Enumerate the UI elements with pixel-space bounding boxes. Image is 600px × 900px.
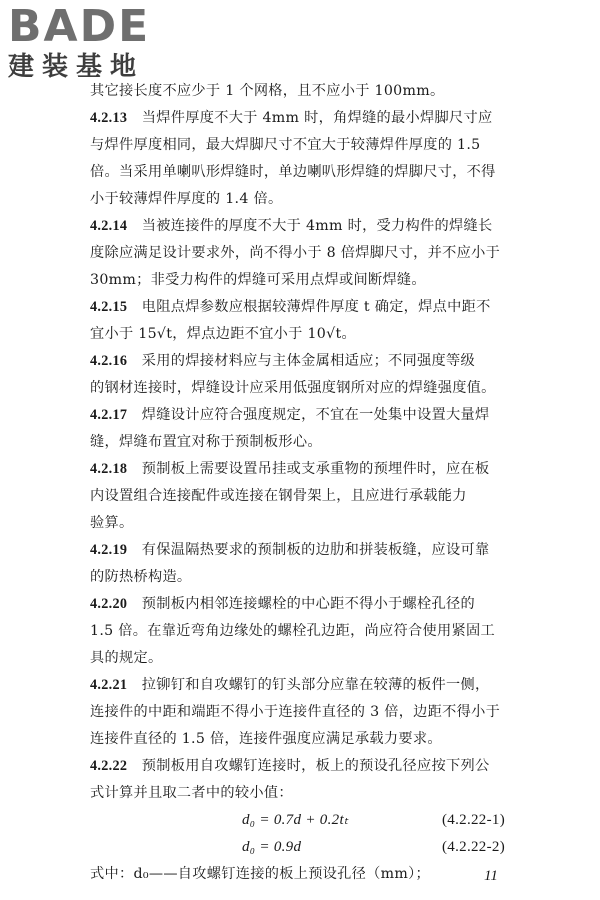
text-line: 内设置组合连接配件或连接在钢骨架上，且应进行承载能力 — [90, 488, 467, 504]
text-line: 4.2.16 采用的焊接材料应与主体金属相适应；不同强度等级 — [90, 353, 475, 369]
formula-row — [90, 807, 530, 834]
text-line: 小于较薄焊件厚度的 1.4 倍。 — [90, 191, 283, 207]
text-line: 验算。 — [90, 515, 134, 531]
formula-row — [90, 834, 530, 861]
text-line: 4.2.18 预制板上需要设置吊挂或支承重物的预埋件时，应在板 — [90, 461, 490, 477]
clause-number: 4.2.13 — [90, 110, 128, 126]
clause-number: 4.2.21 — [90, 677, 128, 693]
formula-expression: d₀ = 0.9d — [242, 839, 302, 855]
text-line: 的防热桥构造。 — [90, 569, 192, 585]
text-line: 连接件直径的 1.5 倍，连接件强度应满足承载力要求。 — [90, 731, 442, 747]
clause-number: 4.2.17 — [90, 407, 128, 423]
text-line: 具的规定。 — [90, 650, 163, 666]
formula-number: (4.2.22-2) — [442, 839, 505, 855]
text-line: 1.5 倍。在靠近弯角边缘处的螺栓孔边距，尚应符合使用紧固工 — [90, 623, 495, 639]
text-line: 4.2.19 有保温隔热要求的预制板的边肋和拼装板缝，应设可靠 — [90, 542, 490, 558]
text-line: 宜小于 15√t，焊点边距不宜小于 10√t。 — [90, 326, 356, 342]
text-line: 式计算并且取二者中的较小值： — [90, 785, 293, 801]
text-line: 的钢材连接时，焊缝设计应采用低强度钢所对应的焊缝强度值。 — [90, 380, 496, 396]
document-body — [90, 78, 530, 888]
formula-number: (4.2.22-1) — [442, 812, 505, 828]
clause-number: 4.2.14 — [90, 218, 128, 234]
text-line: 4.2.21 拉铆钉和自攻螺钉的钉头部分应靠在较薄的板件一侧， — [90, 677, 490, 693]
text-line: 4.2.22 预制板用自攻螺钉连接时，板上的预设孔径应按下列公 — [90, 758, 490, 774]
text-line: 倍。当采用单喇叭形焊缝时，单边喇叭形焊缝的焊脚尺寸，不得 — [90, 164, 496, 180]
clause-number: 4.2.22 — [90, 758, 128, 774]
clause-number: 4.2.20 — [90, 596, 128, 612]
clause-text — [90, 78, 530, 807]
text-line: 4.2.14 当被连接件的厚度不大于 4mm 时，受力构件的焊缝长 — [90, 218, 493, 234]
clause-number: 4.2.18 — [90, 461, 128, 477]
logo — [8, 1, 151, 82]
text-line: 其它接长度不应少于 1 个网格，且不应小于 100mm。 — [90, 83, 445, 99]
clause-number: 4.2.16 — [90, 353, 128, 369]
text-line: 30mm；非受力构件的焊缝可采用点焊或间断焊缝。 — [90, 272, 426, 288]
text-line: 4.2.20 预制板内相邻连接螺栓的中心距不得小于螺栓孔径的 — [90, 596, 475, 612]
text-line: 4.2.15 电阻点焊参数应根据较薄焊件厚度 t 确定，焊点中距不 — [90, 299, 491, 315]
logo-brand: BADE — [8, 1, 151, 52]
formula-block — [90, 807, 530, 861]
text-line: 4.2.13 当焊件厚度不大于 4mm 时，角焊缝的最小焊脚尺寸应 — [90, 110, 493, 126]
clause-number: 4.2.19 — [90, 542, 128, 558]
text-line: 与焊件厚度相同，最大焊脚尺寸不宜大于较薄焊件厚度的 1.5 — [90, 137, 481, 153]
text-line: 缝，焊缝布置宜对称于预制板形心。 — [90, 434, 322, 450]
text-line: 4.2.17 焊缝设计应符合强度规定，不宜在一处集中设置大量焊 — [90, 407, 490, 423]
logo-subtitle: 建装基地 — [8, 52, 145, 82]
where-line: 式中：d₀——自攻螺钉连接的板上预设孔径（mm）； — [90, 866, 431, 882]
text-line: 连接件的中距和端距不得小于连接件直径的 3 倍，边距不得小于 — [90, 704, 501, 720]
page-number: 11 — [484, 868, 498, 884]
clause-number: 4.2.15 — [90, 299, 128, 315]
text-line: 度除应满足设计要求外，尚不得小于 8 倍焊脚尺寸，并不应小于 — [90, 245, 501, 261]
formula-expression: d₀ = 0.7d + 0.2tₜ — [242, 812, 349, 828]
